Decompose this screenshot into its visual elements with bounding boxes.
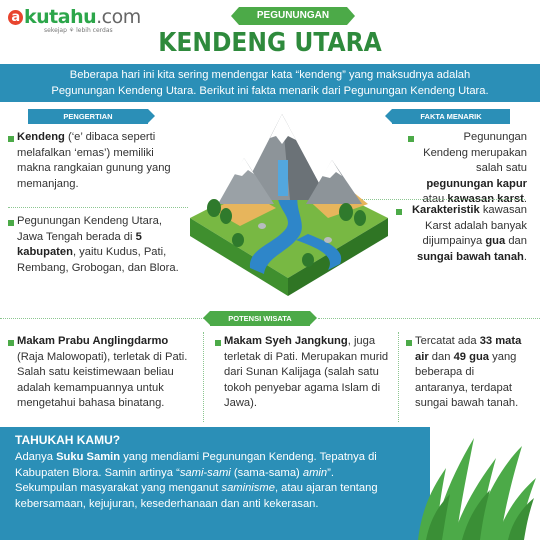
site-logo[interactable] [8, 6, 141, 28]
logo-tagline: sekejap ⚘ lebih cerdas [44, 27, 113, 34]
bullet-icon [8, 136, 14, 142]
bullet-icon [8, 340, 14, 346]
fakta-item-2-pre: kawasan Karst adalah banyak dijumpainya [422, 204, 527, 247]
potensi-item-3-bold1: 33 mata air [415, 335, 522, 363]
divider [318, 318, 540, 319]
pengertian-item-1-text: (‘e’ dibaca seperti melafalkan ‘emas’) memiliki makna rangkaian gunung yang memanjang. [17, 131, 171, 190]
page-title: KENDENG UTARA [158, 28, 382, 58]
text-bold: Suku Samin [56, 451, 121, 463]
pengertian-item-2-pre: Pegunungan Kendeng Utara, Jawa Tengah berada di [17, 215, 162, 243]
fakta-item-2-bold2: gua [485, 235, 506, 247]
bullet-icon [215, 340, 221, 346]
grass-decoration-icon [412, 398, 540, 540]
fun-fact-paragraph-1 [15, 450, 420, 481]
potensi-item-1-text: (Raja Malowopati), terletak di Pati. Salah satu keistimewaan beliau adalah kemampuannya untuk mengetahui bahasa binatang. [17, 350, 188, 409]
subtitle-banner: PEGUNUNGAN [239, 7, 347, 25]
fakta-item-2-mid: dan [505, 235, 527, 247]
text-italic: amin [302, 466, 328, 479]
pengertian-label: PENGERTIAN [28, 109, 148, 124]
potensi-label: POTENSI WISATA [210, 311, 310, 326]
fakta-item-1-pre: Pegunungan Kendeng merupakan salah satu [423, 131, 527, 174]
logo-domain: .com [96, 6, 141, 28]
potensi-item-1-bold: Makam Prabu Anglingdarmo [17, 335, 169, 347]
fun-fact-paragraph-2 [15, 481, 420, 512]
text-segment: , atau ajaran tentang kebersamaan, kejujuran, kesederhanaan dan anti kekerasan. [15, 482, 378, 510]
divider [0, 318, 208, 319]
fakta-item-1-mid: atau [422, 193, 448, 205]
potensi-item-3-mid: dan [428, 350, 454, 363]
potensi-item-3-pre: Tercatat ada [415, 335, 480, 347]
mountain-illustration [178, 100, 398, 305]
text-segment: ”. [327, 466, 334, 479]
divider [203, 332, 204, 422]
pengertian-item-1-term: Kendeng [17, 131, 65, 143]
logo-letter: a [8, 10, 23, 25]
text-italic: sami-sami [179, 466, 231, 479]
divider [398, 332, 399, 422]
fakta-item-2-bold3: sungai bawah tanah [416, 250, 524, 263]
fakta-item-2 [405, 203, 527, 265]
intro-text: Beberapa hari ini kita sering mendengar kata “kendeng” yang maksudnya adalah Pegunungan Kendeng Utara. Berikut ini fakta menarik dari Pegunungan Kendeng Utara. [51, 69, 489, 97]
pengertian-item-2-post: , yaitu Kudus, Pati, Rembang, Grobogan, dan Blora. [17, 246, 179, 274]
fakta-item-2-post: . [523, 250, 527, 263]
potensi-item-3-post: yang beberapa di antaranya, terdapat sungai bawah tanah. [415, 350, 519, 409]
potensi-item-2-bold: Makam Syeh Jangkung [224, 335, 348, 347]
text-segment: Sekumpulan masyarakat yang menganut [15, 482, 222, 494]
potensi-item-3-bold2: 49 gua [453, 350, 490, 363]
logo-brand: kutahu [24, 6, 97, 28]
potensi-item-2 [224, 334, 394, 412]
fakta-item-1-bold1: pegunungan kapur [426, 177, 527, 190]
fakta-item-2-bold1: Karakteristik [411, 204, 480, 216]
fun-fact-text [15, 450, 420, 512]
divider [8, 207, 188, 208]
bullet-icon [8, 220, 14, 226]
pengertian-item-1 [17, 130, 185, 192]
pengertian-item-2-bold: 5 kabupaten [17, 230, 142, 258]
fakta-item-1 [417, 130, 527, 208]
bullet-icon [406, 340, 412, 346]
pengertian-item-2 [17, 214, 185, 276]
text-segment: (sama-sama) [230, 466, 303, 479]
potensi-item-1 [17, 334, 197, 412]
text-segment: Adanya [15, 451, 57, 463]
text-segment: yang mendiami Pegunungan Kendeng. Tepatnya di Kabupaten Blora. Samin artinya “ [15, 451, 377, 479]
fun-fact-title: TAHUKAH KAMU? [15, 433, 121, 447]
fakta-label: FAKTA MENARIK [392, 109, 510, 124]
fakta-item-1-bold2: kawasan karst [447, 193, 524, 205]
bullet-icon [408, 136, 414, 142]
potensi-item-2-text: , juga terletak di Pati. Merupakan murid dari Sunan Kalijaga (salah satu tokoh penyebar agama Islam di Jawa). [224, 335, 389, 409]
text-italic: saminisme [221, 482, 275, 494]
fakta-item-1-post: . [523, 193, 527, 205]
